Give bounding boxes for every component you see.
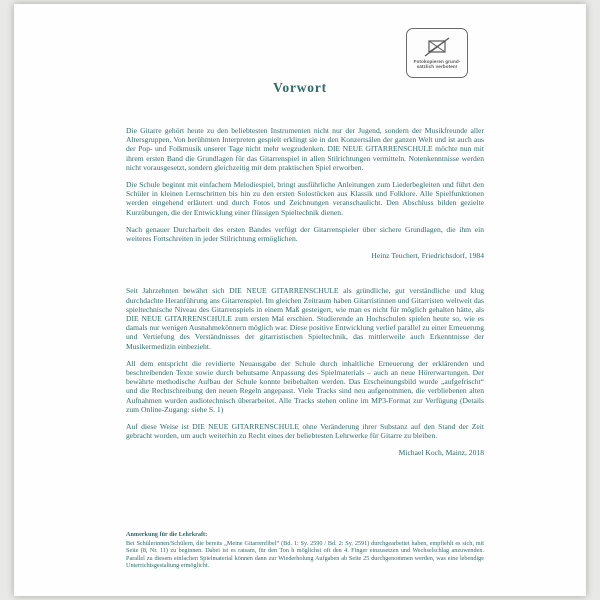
teacher-note [126, 531, 484, 570]
no-photocopy-stamp [406, 28, 468, 78]
paragraph: All dem entspricht die revidierte Neuausgabe der Schule durch inhaltliche Erneuerung der erklärenden und beschreibenden Texte sowie durch behutsame Anpassung des Spielmaterials – auch an neue Hörerwartungen. Der bewährte methodische Aufbau der Schule konnte beibehalten werden. Das Erscheinungsbild wurde „aufgefrischt“ und die Rechtschreibung den neuen Regeln angepasst. Viele Tracks sind neu aufgenommen, die verbliebenen alten Aufnahmen wurden audiotechnisch überarbeitet. Alle Tracks stehen online im MP3-Format zur Verfügung (Details zum Online-Zugang: siehe S. 1) [126, 358, 484, 414]
paragraph: Auf diese Weise ist DIE NEUE GITARRENSCHULE ohne Veränderung ihrer Substanz auf den Stand der Zeit gebracht worden, um auch weiterhin zu Recht eines der beliebtesten Lehrwerke für Gitarre zu bleiben. [126, 422, 484, 441]
page-title: Vorwort [273, 80, 327, 95]
stamp-text-line2: sätzlich verboten! [416, 64, 458, 69]
paragraph: Nach genauer Durcharbeit des ersten Bandes verfügt der Gitarrenspieler über sichere Grundlagen, die ihm ein weiteres Fortschreiten in jeder Stilrichtung ermöglichen. [126, 224, 484, 244]
signature-teuchert: Heinz Teuchert, Friedrichsdorf, 1984 [371, 251, 484, 261]
paragraph: Die Schule beginnt mit einfachem Melodiespiel, bringt ausführliche Anleitungen zum Liederbegleiten und führt den Schüler in kleinen Lernschritten bis hin zu den ersten Solostücken aus Klassik und Folklore. Alle Spielfunktionen werden eingehend erläutert und durch Fotos und Zeichnungen veranschaulicht. Den Abschluss bilden gezielte Kurzübungen, die der Entwicklung einer flüssigen Spieltechnik dienen. [126, 180, 484, 217]
preface-1990-block [126, 126, 484, 458]
paragraph: Seit Jahrzehnten bewährt sich DIE NEUE GITARRENSCHULE als gründliche, gut verständliche und klug durchdachte Heranführung ans Gitarrenspiel. Im gleichen Zeitraum haben Gitarristinnen und Gitarristen weltweit das spieltechnische Niveau des Gitarrenspiels in einem Maß gesteigert, wie man es nicht für möglich gehalten hätte, als DIE NEUE GITARRENSCHULE zum ersten Mal erschien. Studierende an Hochschulen spielen heute so, wie es damals nur wenigen Ausnahmekönnern möglich war. Diese positive Entwicklung verlief parallel zu einer Erneuerung und Vertiefung des Verständnisses der gitarristischen Spieltechnik, das mittlerweile auch Erkenntnisse der Musikermedizin einbezieht. [126, 286, 484, 351]
stamp-text-line1: Fotokopieren grund- [413, 58, 461, 64]
section-divider-space [126, 260, 484, 286]
paragraph: Die Gitarre gehört heute zu den beliebtesten Instrumenten nicht nur der Jugend, sondern der Musikfreunde aller Altersgruppen. Von berühmten Interpreten gespielt erklingt sie in den Konzertsälen der ganzen Welt und ist auch aus der Pop- und Folkmusik unserer Tage nicht mehr wegzudenken. DIE NEUE GITARRENSCHULE möchte nun mit ihrem ersten Band die Grundlagen für das Gitarrenspiel in allen Stilrichtungen vermitteln. Notenkenntnisse werden nicht vorausgesetzt, sondern gleichzeitig mit dem praktischen Spiel erworben. [126, 126, 484, 172]
teacher-note-heading: Anmerkung für die Lehrkraft: [126, 530, 208, 538]
no-photocopy-icon [424, 37, 450, 59]
book-page [14, 4, 586, 596]
signature-koch: Michael Koch, Mainz, 2018 [398, 448, 484, 458]
teacher-note-body: Bei Schülerinnen/Schülern, die bereits „Meine Gitarrenfibel“ (Bd. 1: Sy. 2590 / Bd. 2: Sy. 2591) durchgearbeitet haben, empfiehlt es sich, mit Seite (8, Nr. 11) zu beginnen. Dabei ist es ratsam, für den Ton h möglichst oft den 4. Finger einzusetzen und Wechselschlag anzuwenden. Parallel zu diesem einfachen Spielmaterial können dann zur Wiederholung Aufgaben ab Seite 25 durchgenommen werden, was eine lebendige Unterrichtsgestaltung ermöglicht. [126, 539, 484, 570]
